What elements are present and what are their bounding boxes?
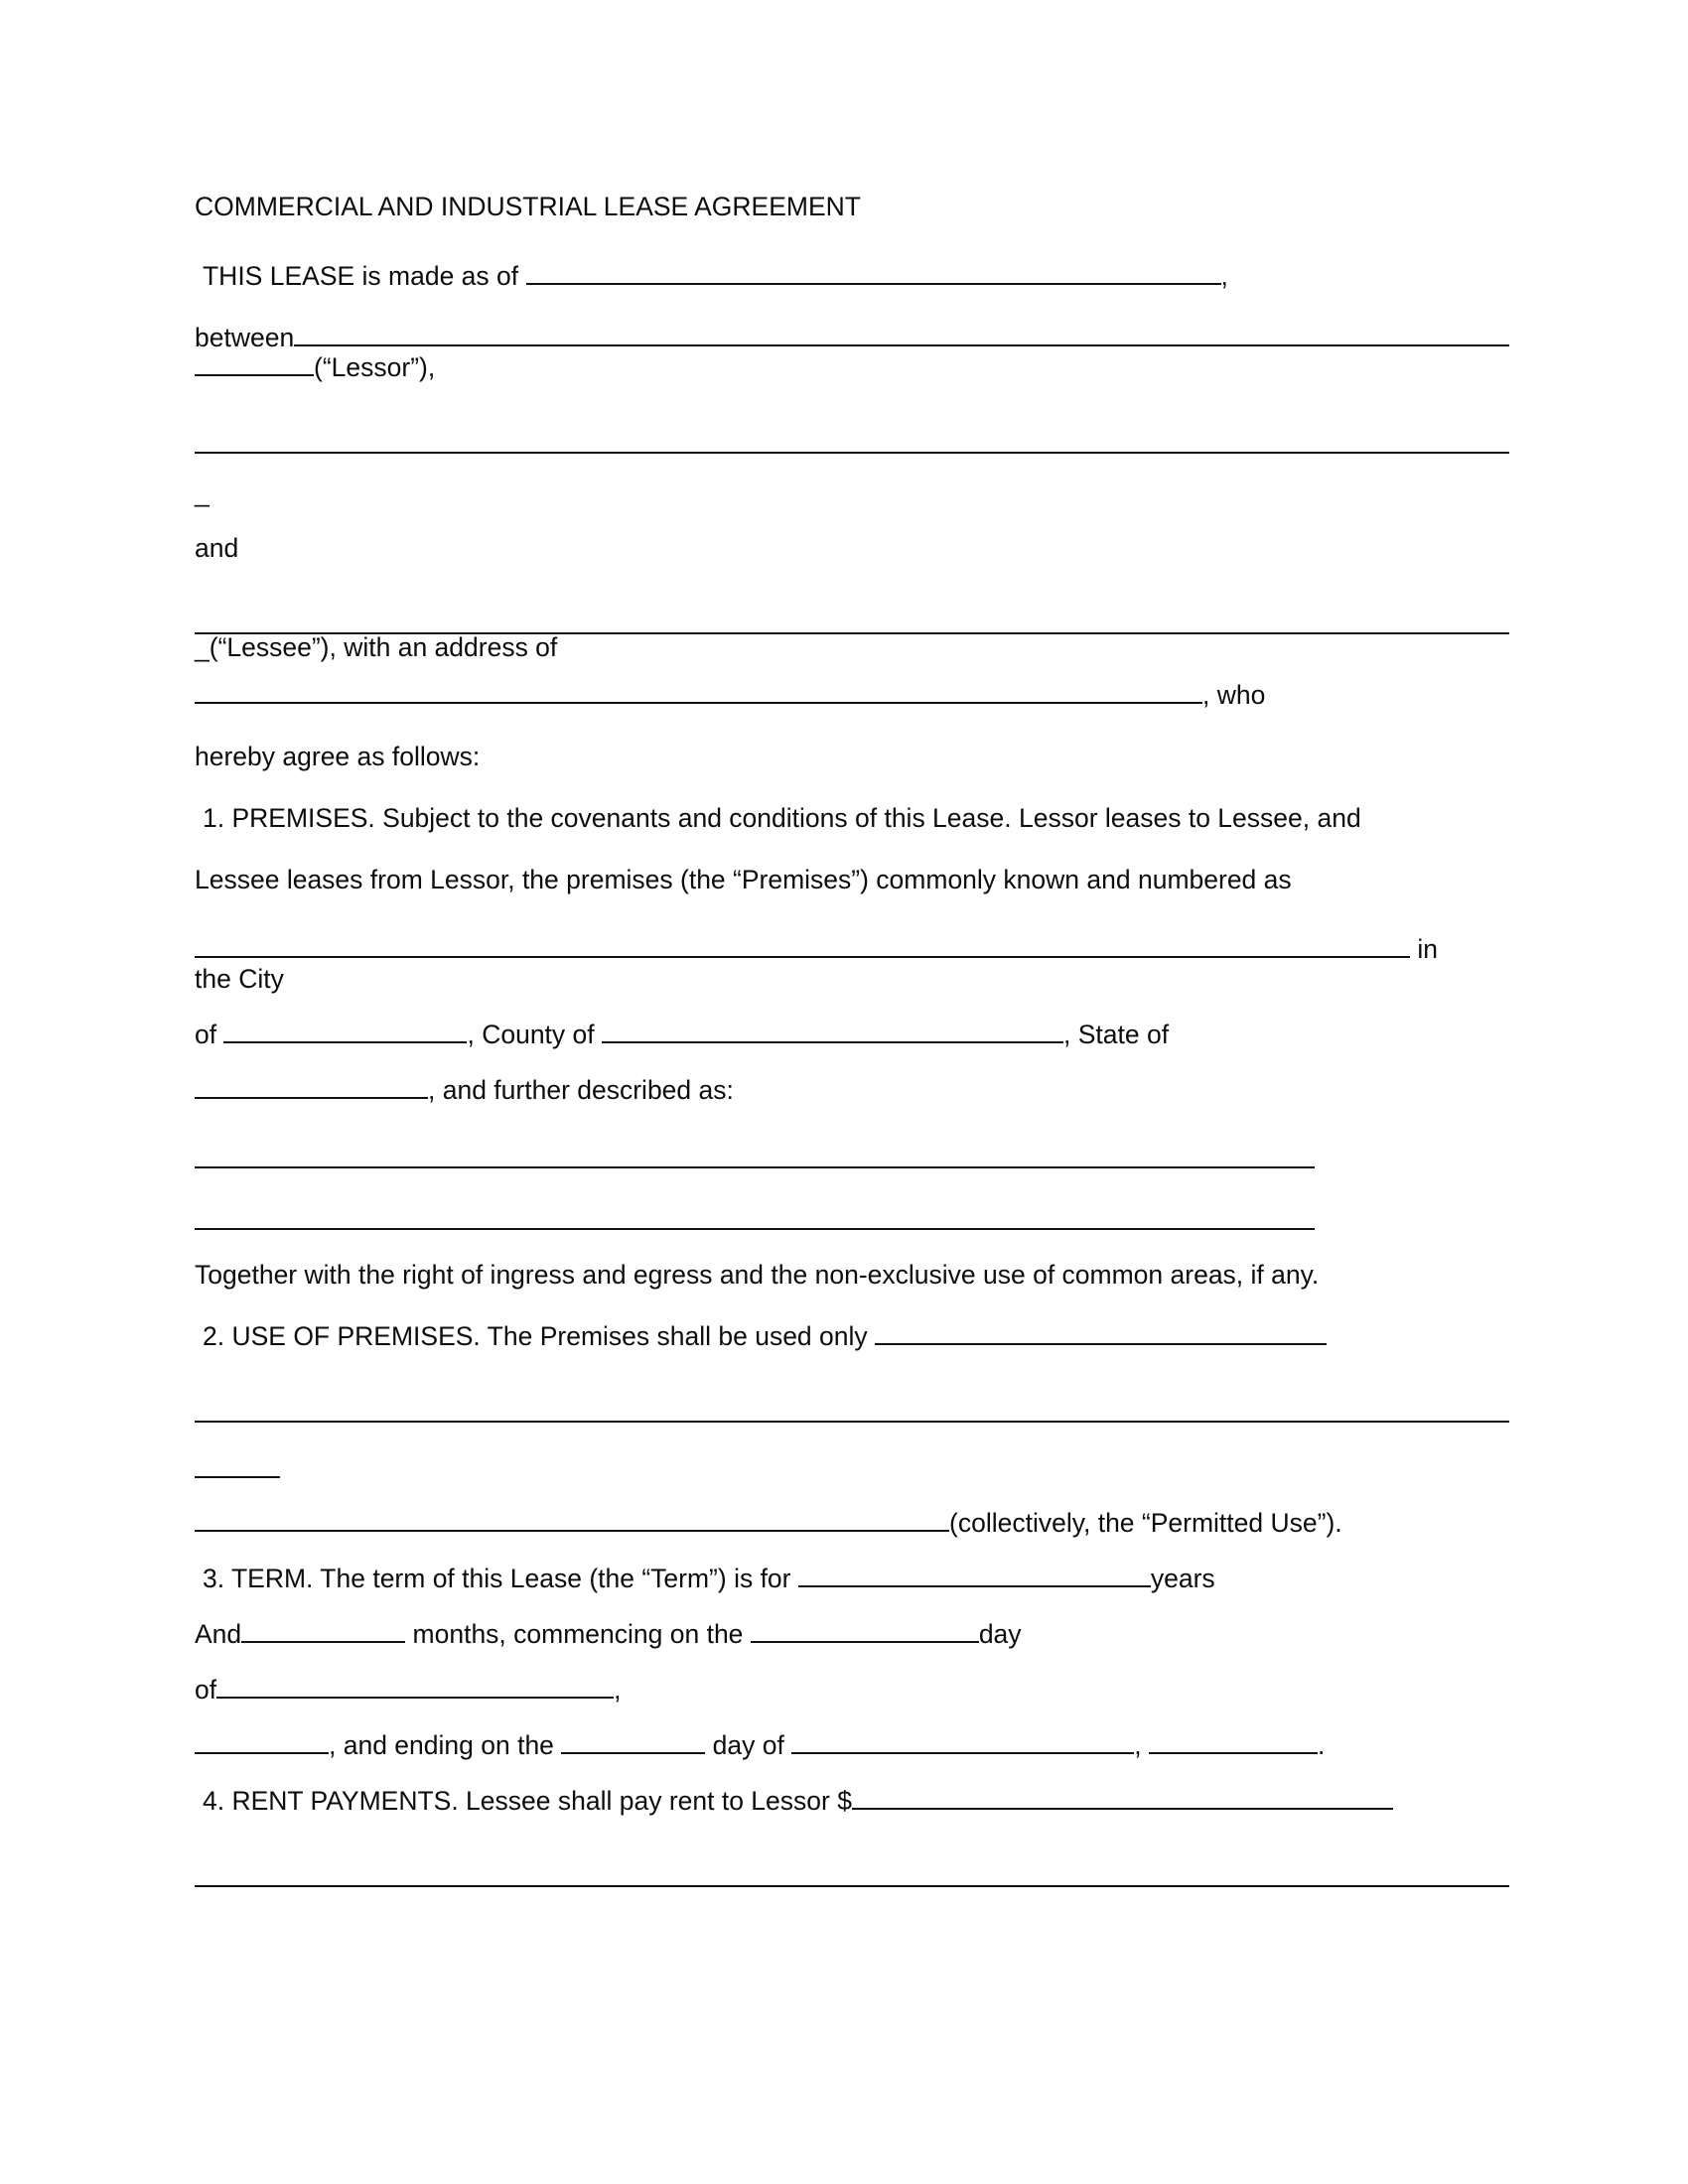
county-of-label: , County of	[467, 1020, 595, 1049]
lessee-name-blank[interactable]	[195, 611, 1509, 634]
clause-1-the-city-line	[195, 966, 1509, 996]
and-label: and	[195, 533, 239, 563]
commencing-year-blank[interactable]	[195, 1732, 329, 1754]
lessor-continuation-blank[interactable]	[195, 354, 314, 376]
clause-2-permitted-use-line	[195, 1510, 1509, 1540]
clause-2-line-1	[195, 1323, 1509, 1353]
spacer	[195, 384, 1509, 424]
term-years-blank[interactable]	[798, 1566, 1151, 1587]
clause-2-rule-row-1	[195, 1393, 1509, 1423]
clause-2-text-1: 2. USE OF PREMISES. The Premises shall be used only	[203, 1321, 868, 1351]
lessor-tag-text: (“Lessor”),	[314, 352, 436, 382]
document-body	[195, 194, 1509, 1887]
spacer	[195, 712, 1509, 744]
spacer	[195, 664, 1509, 682]
rent-continuation-blank[interactable]	[195, 1863, 1509, 1887]
term-ending-label: , and ending on the	[329, 1730, 554, 1760]
ending-year-blank[interactable]	[1149, 1732, 1318, 1754]
term-years-label: years	[1150, 1564, 1215, 1593]
clause-1-line-1	[195, 805, 1509, 835]
clause-1-description-rule-row-1	[195, 1139, 1509, 1168]
permitted-use-blank-1[interactable]	[875, 1323, 1327, 1345]
permitted-use-blank-4[interactable]	[195, 1510, 949, 1532]
clause-1-premises-address-line	[195, 936, 1509, 966]
state-of-label: , State of	[1063, 1020, 1170, 1049]
clause-3-line-1	[195, 1566, 1509, 1595]
spacer	[195, 1230, 1509, 1262]
orphan-underscore-text: _	[195, 478, 210, 507]
city-blank[interactable]	[223, 1022, 467, 1043]
term-months-label: months, commencing on the	[412, 1619, 744, 1649]
state-blank[interactable]	[195, 1077, 428, 1099]
spacer	[195, 1651, 1509, 1677]
spacer	[195, 1540, 1509, 1566]
and-line	[195, 535, 1509, 565]
lessee-name-rule-row	[195, 605, 1509, 634]
lessee-tag-text: _(“Lessee”), with an address of	[195, 632, 558, 662]
spacer	[195, 1051, 1509, 1077]
lessee-address-line	[195, 682, 1509, 712]
ending-period: .	[1318, 1730, 1326, 1760]
term-and-label: And	[195, 1619, 242, 1649]
ending-day-blank[interactable]	[561, 1732, 705, 1754]
clause-4-rule-row	[195, 1857, 1509, 1887]
spacer	[195, 1423, 1509, 1448]
made-as-of-trailing: ,	[1220, 261, 1228, 291]
spacer	[195, 1595, 1509, 1621]
spacer	[195, 1168, 1509, 1200]
spacer	[195, 454, 1509, 479]
further-described-label: , and further described as:	[428, 1075, 734, 1105]
premises-description-blank-1[interactable]	[195, 1145, 1315, 1168]
lessee-address-blank[interactable]	[195, 682, 1202, 704]
spacer	[195, 223, 1509, 263]
premises-in-trailing: in	[1417, 934, 1439, 964]
term-day-of-label: day of	[712, 1730, 784, 1760]
lessor-address-blank[interactable]	[195, 430, 1509, 454]
term-months-blank[interactable]	[241, 1621, 405, 1643]
premises-description-blank-2[interactable]	[195, 1206, 1315, 1230]
clause-1-city-county-state-line	[195, 1022, 1509, 1051]
permitted-use-blank-2[interactable]	[195, 1399, 1509, 1423]
commencing-month-blank[interactable]	[216, 1677, 614, 1699]
spacer	[195, 509, 1509, 535]
spacer	[195, 896, 1509, 936]
term-day-label: day	[978, 1619, 1022, 1649]
spacer	[195, 1818, 1509, 1857]
made-as-of-line	[195, 263, 1509, 293]
hereby-agree-label: hereby agree as follows:	[195, 742, 481, 771]
permitted-use-trailing-text: (collectively, the “Permitted Use”).	[949, 1508, 1342, 1538]
spacer	[195, 1706, 1509, 1732]
spacer	[195, 565, 1509, 605]
city-of-label: of	[195, 1020, 217, 1049]
spacer	[195, 1107, 1509, 1139]
spacer	[195, 1292, 1509, 1323]
lessee-tag-line	[195, 634, 1509, 664]
ending-comma: ,	[1134, 1730, 1142, 1760]
spacer	[195, 773, 1509, 805]
document-title	[195, 194, 1509, 223]
clause-1-description-rule-row-2	[195, 1200, 1509, 1230]
clause-1-line-2	[195, 867, 1509, 896]
clause-1-text-1: 1. PREMISES. Subject to the covenants and conditions of this Lease. Lessor leases to Lessee, and	[203, 803, 1361, 833]
spacer	[195, 293, 1509, 325]
clause-3-text-1: 3. TERM. The term of this Lease (the “Term”) is for	[203, 1564, 791, 1593]
permitted-use-blank-3[interactable]	[195, 1454, 280, 1478]
spacer	[195, 835, 1509, 867]
clause-1-together-line	[195, 1262, 1509, 1292]
document-title-text: COMMERCIAL AND INDUSTRIAL LEASE AGREEMENT	[195, 192, 861, 221]
the-city-label: the City	[195, 964, 284, 994]
county-blank[interactable]	[602, 1022, 1063, 1043]
lessor-tag-line	[195, 354, 1509, 384]
hereby-agree-line	[195, 744, 1509, 773]
together-text: Together with the right of ingress and egress and the non-exclusive use of common areas, if any.	[195, 1260, 1320, 1290]
between-label: between	[195, 323, 295, 352]
clause-3-of-line	[195, 1677, 1509, 1706]
who-trailing-text: , who	[1202, 680, 1266, 710]
lessor-address-rule-row	[195, 424, 1509, 454]
spacer	[195, 1478, 1509, 1510]
made-as-of-blank[interactable]	[526, 263, 1221, 285]
term-of-trailing: ,	[614, 1675, 622, 1705]
lessor-name-blank[interactable]	[294, 325, 1509, 346]
clause-3-ending-line	[195, 1732, 1509, 1762]
orphan-underscore-line	[195, 479, 1509, 509]
spacer	[195, 1353, 1509, 1393]
clause-1-text-2: Lessee leases from Lessor, the premises (the “Premises”) commonly known and numbered as	[195, 865, 1292, 894]
commencing-day-blank[interactable]	[751, 1621, 979, 1643]
clause-4-line-1	[195, 1788, 1509, 1818]
ending-month-blank[interactable]	[791, 1732, 1134, 1754]
spacer	[195, 1762, 1509, 1788]
made-as-of-label: THIS LEASE is made as of	[203, 261, 519, 291]
clause-2-rule-row-2	[195, 1448, 1509, 1478]
clause-3-months-line	[195, 1621, 1509, 1651]
rent-amount-blank[interactable]	[852, 1788, 1393, 1810]
clause-1-further-described-line	[195, 1077, 1509, 1107]
spacer	[195, 996, 1509, 1022]
clause-4-text-1: 4. RENT PAYMENTS. Lessee shall pay rent to Lessor $	[203, 1786, 852, 1816]
between-line	[195, 325, 1509, 354]
term-of-label: of	[195, 1675, 217, 1705]
premises-address-blank[interactable]	[195, 936, 1410, 958]
